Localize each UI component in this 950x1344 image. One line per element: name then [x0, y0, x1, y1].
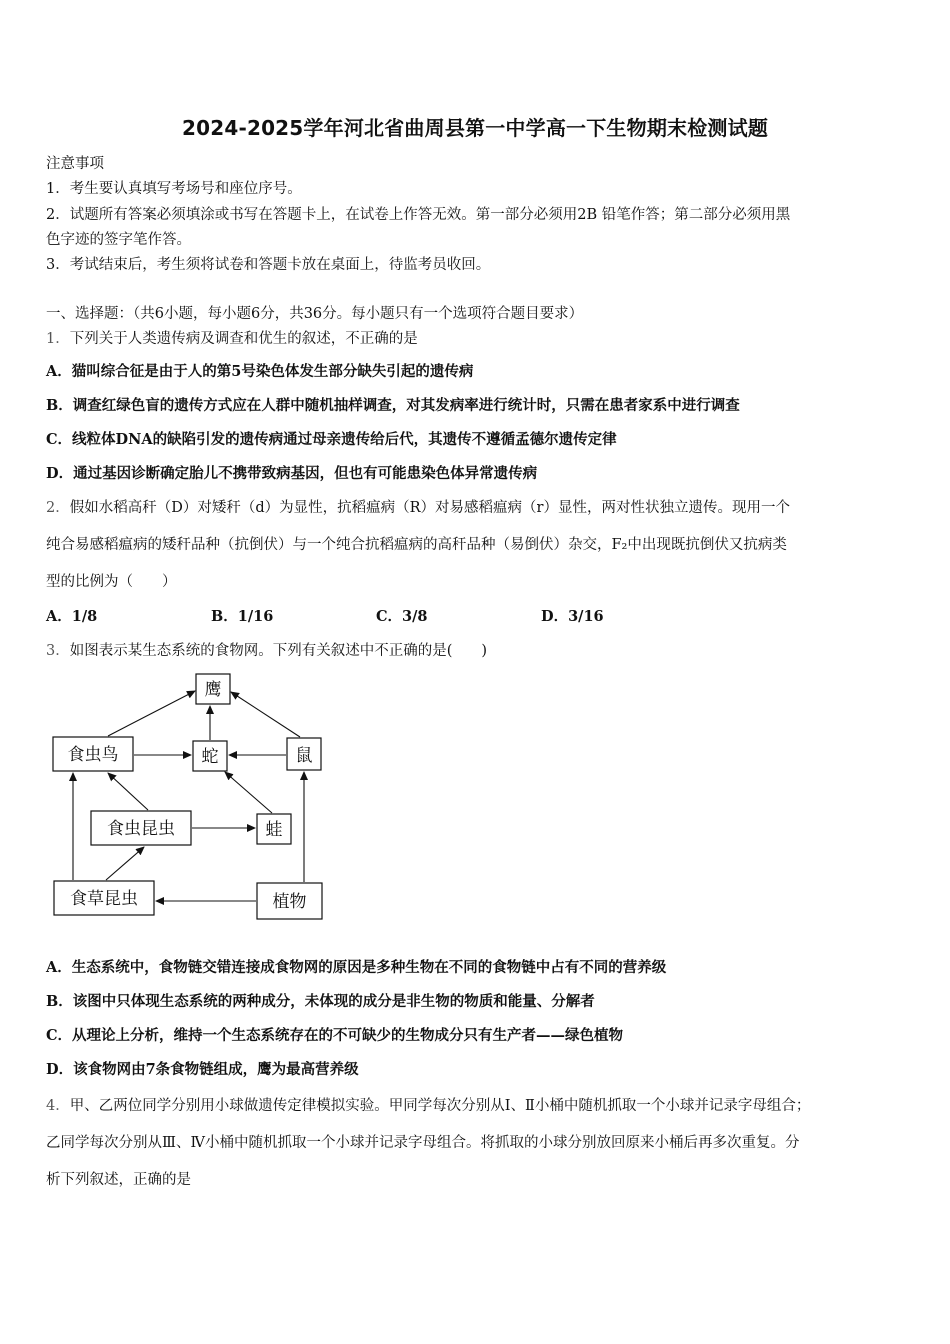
- section-heading: 一、选择题：（共6小题，每小题6分，共36分。每小题只有一个选项符合题目要求）: [46, 306, 584, 322]
- notice-heading: 注意事项: [46, 156, 104, 172]
- label-plant: 植物: [272, 892, 307, 912]
- notice-item: 1．考生要认真填写考场号和座位序号。: [46, 181, 302, 197]
- label-insectivore: 食虫昆虫: [107, 819, 175, 839]
- question-number: 1．: [46, 331, 70, 347]
- label-snake: 蛇: [201, 747, 219, 767]
- q1-option-d[interactable]: D．通过基因诊断确定胎儿不携带致病基因，但也有可能患染色体异常遗传病: [46, 465, 538, 482]
- q2-option-b[interactable]: B．1/16: [211, 608, 274, 625]
- page-title: 2024-2025学年河北省曲周县第一中学高一下生物期末检测试题: [181, 116, 769, 140]
- question-4-line: 乙同学每次分别从Ⅲ、Ⅳ小桶中随机抓取一个小球并记录字母组合。将抓取的小球分别放回原来小桶后再多次重复。分: [46, 1135, 800, 1151]
- question-text: 下列关于人类遗传病及调查和优生的叙述，不正确的是: [69, 331, 418, 347]
- q1-option-c[interactable]: C．线粒体DNA的缺陷引发的遗传病通过母亲遗传给后代，其遗传不遵循孟德尔遗传定律: [46, 431, 617, 448]
- arrow-herbivore-insectivore: [106, 847, 144, 880]
- question-4-line: 析下列叙述，正确的是: [46, 1172, 191, 1188]
- arrow-insectivore-bird: [108, 773, 148, 810]
- label-bird: 食虫鸟: [67, 745, 119, 765]
- question-text: 假如水稻高秆（D）对矮秆（d）为显性，抗稻瘟病（R）对易感稻瘟病（r）显性，两对性状独立遗传。现用一个: [69, 500, 790, 516]
- q3-option-b[interactable]: B．该图中只体现生态系统的两种成分，未体现的成分是非生物的物质和能量、分解者: [46, 993, 595, 1010]
- label-herbivore: 食草昆虫: [70, 889, 138, 909]
- question-number: 4．: [46, 1098, 70, 1114]
- question-text: 如图表示某生态系统的食物网。下列有关叙述中不正确的是( ): [69, 643, 488, 659]
- question-4-line: [46, 1094, 810, 1115]
- question-text: 甲、乙两位同学分别用小球做遗传定律模拟实验。甲同学每次分别从Ⅰ、Ⅱ小桶中随机抓取一个小球并记录字母组合；: [69, 1098, 811, 1114]
- arrow-bird-eagle: [108, 691, 195, 736]
- q2-option-c[interactable]: C．3/8: [376, 608, 428, 625]
- question-number: 2．: [46, 500, 70, 516]
- notice-item: 色字迹的签字笔作答。: [46, 232, 191, 248]
- q2-option-d[interactable]: D．3/16: [541, 608, 604, 625]
- question-3-stem: [46, 639, 487, 660]
- question-2-line: 纯合易感稻瘟病的矮秆品种（抗倒伏）与一个纯合抗稻瘟病的高秆品种（易倒伏）杂交，F₂中出现既抗倒伏又抗病类: [46, 537, 787, 553]
- question-2-line: [46, 496, 790, 517]
- label-frog: 蛙: [265, 820, 283, 840]
- label-mouse: 鼠: [295, 746, 313, 766]
- question-1-stem: [46, 327, 418, 348]
- question-number: 3．: [46, 643, 70, 659]
- notice-item: 2．试题所有答案必须填涂或书写在答题卡上，在试卷上作答无效。第一部分必须用2B 铅笔作答；第二部分必须用黑: [46, 207, 791, 223]
- arrow-mouse-eagle: [231, 692, 300, 737]
- label-eagle: 鹰: [204, 680, 222, 700]
- arrow-frog-snake: [225, 772, 272, 813]
- q2-option-a[interactable]: A．1/8: [46, 608, 98, 625]
- food-web-diagram: [40, 665, 340, 930]
- notice-item: 3．考试结束后，考生须将试卷和答题卡放在桌面上，待监考员收回。: [46, 257, 491, 273]
- q1-option-a[interactable]: A．猫叫综合征是由于人的第5号染色体发生部分缺失引起的遗传病: [46, 363, 474, 380]
- question-2-line: 型的比例为（ ）: [46, 574, 177, 590]
- q3-option-c[interactable]: C．从理论上分析，维持一个生态系统存在的不可缺少的生物成分只有生产者——绿色植物: [46, 1027, 624, 1044]
- q3-option-a[interactable]: A．生态系统中，食物链交错连接成食物网的原因是多种生物在不同的食物链中占有不同的营养级: [46, 959, 667, 976]
- q3-option-d[interactable]: D．该食物网由7条食物链组成，鹰为最高营养级: [46, 1061, 359, 1078]
- q1-option-b[interactable]: B．调查红绿色盲的遗传方式应在人群中随机抽样调查，对其发病率进行统计时，只需在患者家系中进行调查: [46, 397, 740, 414]
